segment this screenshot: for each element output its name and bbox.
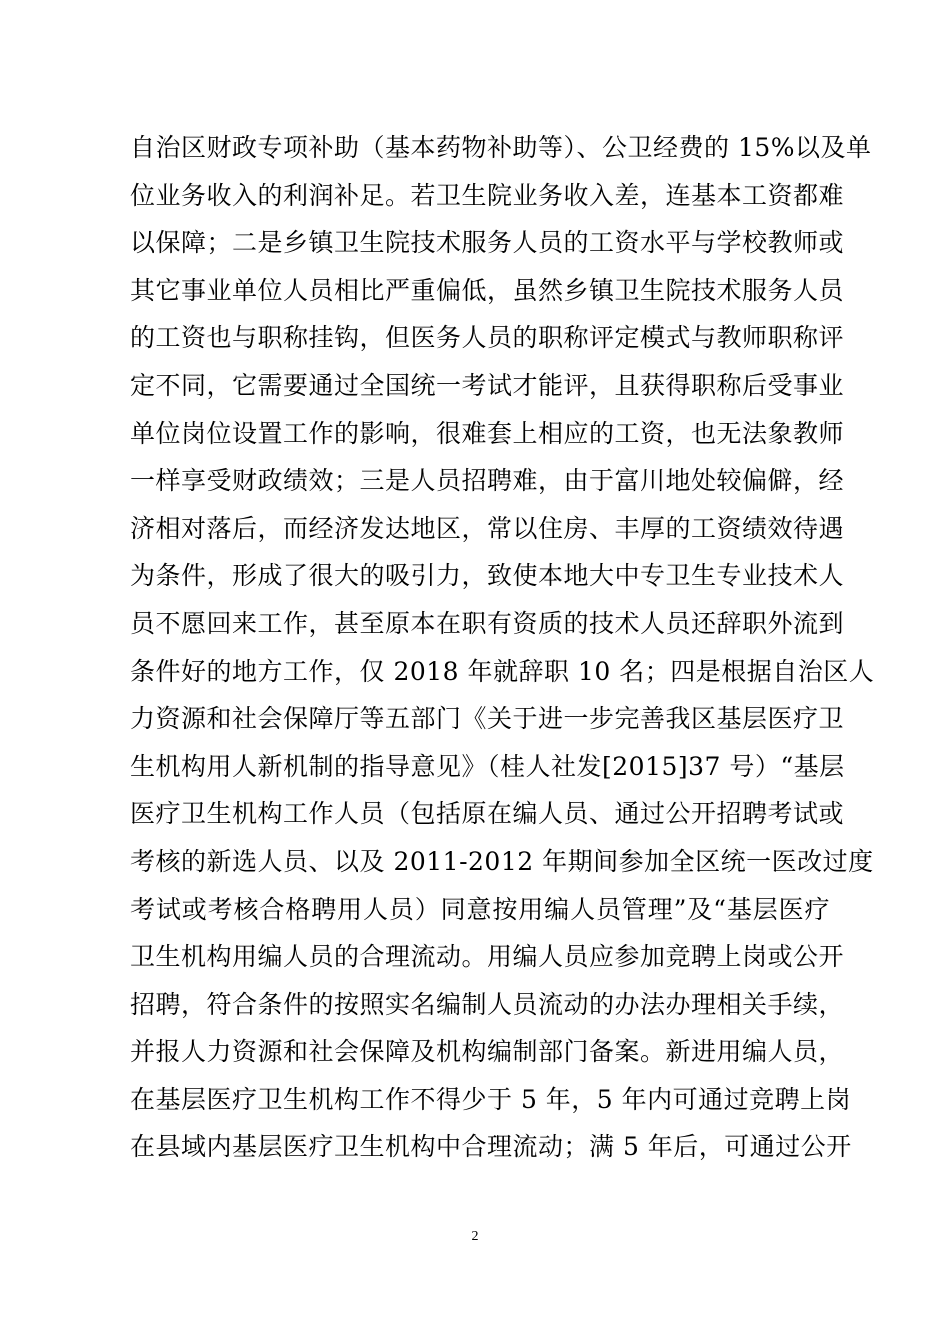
text-line: 位业务收入的利润补足。若卫生院业务收入差，连基本工资都难	[130, 180, 845, 210]
text-line: 在县域内基层医疗卫生机构中合理流动；满 5 年后，可通过公开	[130, 1132, 852, 1162]
text-line: 医疗卫生机构工作人员（包括原在编人员、通过公开招聘考试或	[130, 799, 845, 829]
text-line: 招聘，符合条件的按照实名编制人员流动的办法办理相关手续，	[130, 989, 845, 1019]
text-line: 员不愿回来工作，甚至原本在职有资质的技术人员还辞职外流到	[130, 608, 845, 638]
text-line: 以保障；二是乡镇卫生院技术服务人员的工资水平与学校教师或	[130, 228, 845, 258]
text-line: 并报人力资源和社会保障及机构编制部门备案。新进用编人员，	[130, 1037, 845, 1067]
body-text	[130, 124, 875, 1171]
text-line: 的工资也与职称挂钩，但医务人员的职称评定模式与教师职称评	[130, 323, 845, 353]
text-line: 济相对落后，而经济发达地区，常以住房、丰厚的工资绩效待遇	[130, 513, 845, 543]
text-line: 在基层医疗卫生机构工作不得少于 5 年，5 年内可通过竞聘上岗	[130, 1084, 852, 1114]
text-line: 一样享受财政绩效；三是人员招聘难，由于富川地处较偏僻，经	[130, 466, 845, 496]
text-line: 单位岗位设置工作的影响，很难套上相应的工资，也无法象教师	[130, 418, 845, 448]
page-number: 2	[471, 1229, 479, 1244]
text-line: 考试或考核合格聘用人员）同意按用编人员管理”及“基层医疗	[130, 894, 830, 924]
text-line: 生机构用人新机制的指导意见》（桂人社发[2015]37 号）“基层	[130, 751, 845, 781]
text-line: 卫生机构用编人员的合理流动。用编人员应参加竞聘上岗或公开	[130, 942, 845, 972]
text-line: 考核的新选人员、以及 2011-2012 年期间参加全区统一医改过度	[130, 846, 874, 876]
text-line: 定不同，它需要通过全国统一考试才能评，且获得职称后受事业	[130, 370, 845, 400]
text-line: 条件好的地方工作，仅 2018 年就辞职 10 名；四是根据自治区人	[130, 656, 875, 686]
text-line: 为条件，形成了很大的吸引力，致使本地大中专卫生专业技术人	[130, 561, 845, 591]
text-line: 力资源和社会保障厅等五部门《关于进一步完善我区基层医疗卫	[130, 704, 845, 734]
text-line: 其它事业单位人员相比严重偏低，虽然乡镇卫生院技术服务人员	[130, 275, 845, 305]
text-line: 自治区财政专项补助（基本药物补助等）、公卫经费的 15%以及单	[130, 133, 872, 162]
